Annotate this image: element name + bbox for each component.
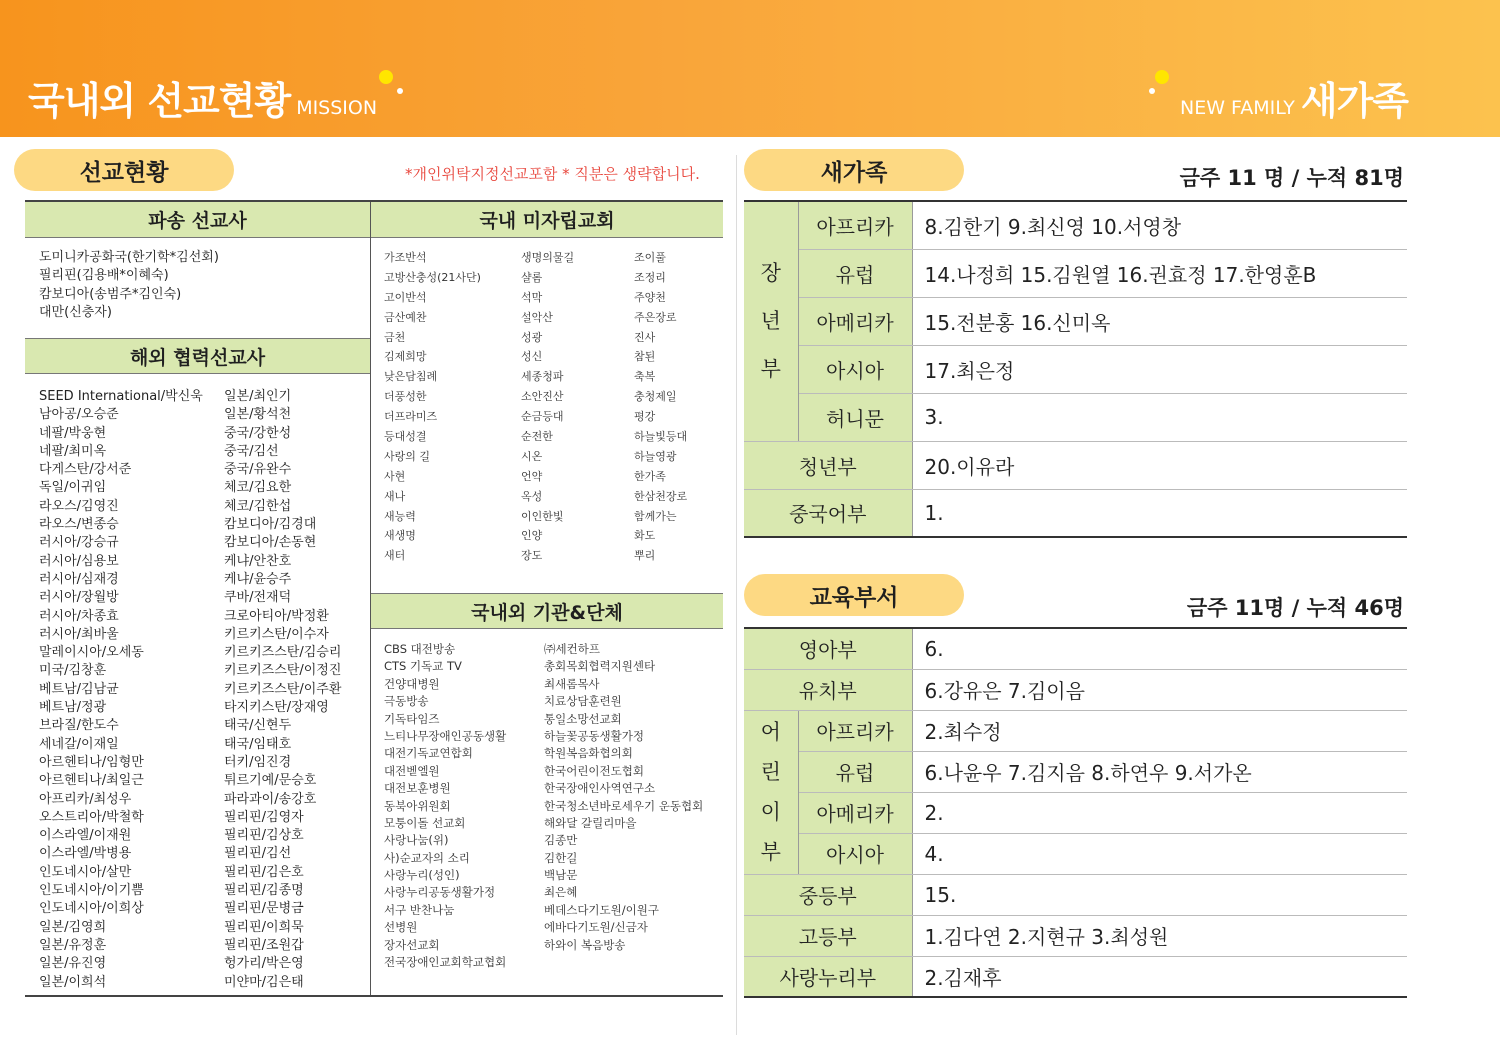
- row-label: 사랑누리부: [744, 956, 912, 997]
- list-item: 터키/임진경: [224, 754, 292, 770]
- list-item: 사랑누리공동생활가정: [384, 885, 496, 900]
- list-item: ㈜세컨하프: [544, 642, 600, 656]
- list-item: 장도: [521, 549, 543, 563]
- list-item: 캄보디아/손동현: [224, 535, 317, 551]
- list-item: 하늘꽃공동생활가정: [544, 728, 644, 743]
- list-item: 브라질/한도수: [39, 718, 119, 734]
- table-row: [744, 669, 1407, 710]
- list-item: CTS 기독교 TV: [384, 659, 462, 674]
- list-item: 아르헨티나/최일근: [39, 773, 144, 789]
- list-item: 서구 반찬나눔: [384, 902, 455, 917]
- list-item: 네팔/최미옥: [39, 443, 107, 459]
- list-item: 미얀마/김은태: [224, 974, 304, 990]
- list-item: 사)순교자의 소리: [384, 850, 470, 865]
- list-item: 백남문: [544, 868, 578, 883]
- list-item: 베트남/김남균: [39, 681, 119, 697]
- list-item: 라오스/변종승: [39, 517, 119, 533]
- list-item: 말레이시아/오세동: [39, 645, 144, 661]
- list-item: 더프라미즈: [384, 410, 438, 424]
- decor-dot-yellow-left: [379, 70, 393, 84]
- list-item: 대전보훈병원: [384, 781, 451, 796]
- list-item: 주양천: [634, 290, 666, 304]
- list-item: 타지키스탄/장재영: [224, 700, 329, 716]
- list-item: 시온: [521, 449, 543, 463]
- row-value: 15.전분홍 16.신미옥: [912, 297, 1407, 345]
- list-item: 하와이 복음방송: [544, 937, 626, 952]
- list-item: 새능력: [384, 509, 416, 523]
- row-value: 2.김재후: [912, 956, 1407, 997]
- list-item: 한국어린이전도협회: [544, 763, 644, 778]
- list-item: 느티나무장애인공동생활: [384, 728, 507, 743]
- list-item: 설악산: [521, 310, 553, 324]
- list-item: 크로아티아/박정환: [224, 608, 329, 624]
- list-item: 하늘영광: [634, 449, 677, 463]
- dispatched-header: 파송 선교사: [25, 202, 370, 238]
- table-row: [744, 345, 1407, 393]
- list-item: 러시아/심재경: [39, 571, 119, 587]
- list-item: 해와달 갈릴리마을: [544, 815, 637, 830]
- list-item: 한가족: [634, 469, 666, 483]
- list-item: 베데스다기도원/이원구: [544, 902, 659, 917]
- list-item: 하늘빛등대: [634, 430, 688, 444]
- newfamily-pill: 새가족: [744, 149, 964, 191]
- overseas-header: 해외 협력선교사: [25, 338, 370, 374]
- list-item: 일본/최인기: [224, 389, 292, 404]
- list-item: 중국/강한성: [224, 425, 292, 441]
- list-item: 러시아/강승규: [39, 535, 119, 551]
- row-label: 고등부: [744, 915, 912, 956]
- row-label: 아시아: [798, 345, 912, 393]
- domestic-list-col3: [634, 248, 687, 566]
- domestic-list-col2: [521, 248, 574, 566]
- list-item: 대만(신충자): [39, 304, 112, 320]
- list-item: 인도네시아/살만: [39, 864, 132, 880]
- list-item: 일본/김영희: [39, 919, 107, 935]
- list-item: 금천: [384, 330, 406, 344]
- list-item: 김제희망: [384, 350, 427, 364]
- page-header: [0, 0, 1500, 137]
- table-row: [744, 956, 1407, 997]
- row-value: 2.최수정: [912, 710, 1407, 751]
- list-item: 체코/김한섭: [224, 498, 292, 514]
- list-item: 러시아/장월방: [39, 590, 119, 606]
- list-item: 샬롬: [521, 270, 543, 284]
- row-label: 허니문: [798, 393, 912, 441]
- newfamily-heading: [1180, 70, 1408, 125]
- list-item: 케냐/안찬호: [224, 553, 292, 569]
- list-item: 참된: [634, 350, 656, 364]
- education-pill: 교육부서: [744, 574, 964, 616]
- list-item: 뿌리: [634, 549, 656, 563]
- row-value: 4.: [912, 833, 1407, 874]
- list-item: 태국/임태호: [224, 736, 292, 752]
- row-value: 17.최은정: [912, 345, 1407, 393]
- list-item: 태국/신현두: [224, 718, 292, 734]
- row-label: 유럽: [798, 751, 912, 792]
- list-item: 치료상담훈련원: [544, 694, 622, 709]
- list-item: 오스트리아/박철학: [39, 809, 144, 825]
- list-item: 필리핀/김은호: [224, 864, 304, 880]
- list-item: 체코/김요한: [224, 480, 292, 496]
- domestic-list-col1: [384, 248, 481, 566]
- list-item: 쿠바/전재덕: [224, 590, 292, 606]
- list-item: 다게스탄/강서준: [39, 462, 132, 478]
- list-item: 순금등대: [521, 410, 564, 424]
- adult-group-label: 장 년 부: [744, 201, 798, 441]
- list-item: 인도네시아/이기쁨: [39, 883, 144, 899]
- list-item: 한국청소년바로세우기 운동협회: [544, 798, 704, 813]
- list-item: 이스라엘/이재원: [39, 828, 132, 844]
- list-item: 필리핀/김선: [224, 846, 292, 862]
- row-label: 유치부: [744, 669, 912, 710]
- list-item: 도미니카공화국(한기학*김선회): [39, 250, 219, 265]
- list-item: 축복: [634, 370, 656, 384]
- row-label: 아메리카: [798, 297, 912, 345]
- list-item: 주은장로: [634, 310, 677, 324]
- list-item: 충청제일: [634, 390, 677, 404]
- list-item: 고방산충성(21사단): [384, 270, 481, 284]
- dispatched-list: [39, 249, 219, 322]
- list-item: 통일소망선교회: [544, 711, 622, 726]
- list-item: 키르키즈스탄/이정진: [224, 663, 342, 679]
- row-label: 아프리카: [798, 201, 912, 249]
- decor-dot-white-right: [1149, 88, 1155, 94]
- table-row: [744, 792, 1407, 833]
- table-row: [744, 441, 1407, 489]
- mission-heading: [28, 70, 377, 125]
- row-label: 아시아: [798, 833, 912, 874]
- mission-title: 국내외 선교현황: [28, 79, 291, 123]
- row-value: 20.이유라: [912, 441, 1407, 489]
- list-item: 등대성결: [384, 430, 427, 444]
- list-item: 캄보디아(송범주*김인숙): [39, 286, 182, 302]
- table-row: [744, 874, 1407, 915]
- row-label: 중등부: [744, 874, 912, 915]
- orgs-list-col1: [384, 641, 506, 971]
- list-item: 진사: [634, 330, 656, 344]
- list-item: 동북아위원회: [384, 798, 451, 813]
- row-label: 유럽: [798, 249, 912, 297]
- list-item: 새터: [384, 549, 406, 563]
- children-group-label: 어 린 이 부: [744, 710, 798, 874]
- table-row: [744, 710, 1407, 751]
- domestic-header: 국내 미자립교회: [371, 202, 723, 238]
- list-item: 튀르기예/문승호: [224, 773, 317, 789]
- table-row: [744, 297, 1407, 345]
- list-item: 러시아/차종효: [39, 608, 119, 624]
- list-item: 필리핀/김상호: [224, 828, 304, 844]
- row-value: 2.: [912, 792, 1407, 833]
- row-value: 6.: [912, 628, 1407, 669]
- list-item: 사랑나눔(위): [384, 833, 449, 848]
- list-item: 건양대병원: [384, 676, 440, 691]
- list-item: 일본/황석천: [224, 407, 292, 423]
- list-item: 김종만: [544, 833, 578, 848]
- table-row: [744, 628, 1407, 669]
- list-item: 학원복음화협의회: [544, 746, 633, 761]
- list-item: 남아공/오승준: [39, 407, 119, 423]
- list-item: 언약: [521, 469, 543, 483]
- mission-table: [25, 200, 723, 997]
- mission-pill: 선교현황: [14, 149, 234, 191]
- list-item: 조이풀: [634, 251, 666, 264]
- row-value: 3.: [912, 393, 1407, 441]
- list-item: 선병원: [384, 920, 418, 935]
- list-item: 전국장애인교회학교협회: [384, 955, 507, 970]
- table-row: [744, 489, 1407, 537]
- list-item: SEED International/박신욱: [39, 389, 203, 404]
- newfamily-table: [744, 200, 1407, 538]
- list-item: 키르키즈스탄/이주환: [224, 681, 342, 697]
- list-item: 미국/김창훈: [39, 663, 107, 679]
- list-item: 필리핀(김용배*이혜숙): [39, 268, 169, 284]
- list-item: 케냐/윤승주: [224, 571, 292, 587]
- list-item: 석막: [521, 290, 543, 304]
- list-item: 금산예찬: [384, 310, 427, 324]
- list-item: 인도네시아/이희상: [39, 901, 144, 917]
- list-item: 김한길: [544, 850, 578, 865]
- row-value: 15.: [912, 874, 1407, 915]
- list-item: 사랑의 길: [384, 449, 431, 463]
- row-label: 중국어부: [744, 489, 912, 537]
- list-item: 조정리: [634, 270, 666, 284]
- list-item: 새나: [384, 489, 406, 503]
- list-item: 극동방송: [384, 694, 429, 709]
- list-item: 대전기독교연합회: [384, 746, 473, 761]
- list-item: 라오스/김영진: [39, 498, 119, 514]
- list-item: 키르키스탄/이수자: [224, 626, 329, 642]
- orgs-header: 국내외 기관&단체: [371, 593, 723, 629]
- list-item: 생명의물길: [521, 251, 575, 264]
- list-item: 기독타임즈: [384, 711, 440, 726]
- list-item: 인양: [521, 529, 543, 543]
- list-item: 함께가는: [634, 509, 677, 523]
- row-value: 8.김한기 9.최신영 10.서영창: [912, 201, 1407, 249]
- orgs-list-col2: [544, 641, 703, 954]
- table-row: [744, 393, 1407, 441]
- list-item: 헝가리/박은영: [224, 956, 304, 972]
- list-item: 세네갈/이재일: [39, 736, 119, 752]
- list-item: 필리핀/조원갑: [224, 937, 304, 953]
- list-item: 화도: [634, 529, 656, 543]
- list-item: 대전벧엘원: [384, 763, 440, 778]
- list-item: 장자선교회: [384, 937, 440, 952]
- list-item: 아르헨티나/임형만: [39, 754, 144, 770]
- list-item: 아프리카/최성우: [39, 791, 132, 807]
- row-label: 청년부: [744, 441, 912, 489]
- newfamily-title: 새가족: [1300, 79, 1408, 123]
- list-item: CBS 대전방송: [384, 642, 456, 656]
- list-item: 필리핀/문병금: [224, 901, 304, 917]
- newfamily-subtitle: NEW FAMILY: [1179, 97, 1295, 119]
- decor-dot-white-left: [397, 88, 403, 94]
- list-item: 성광: [521, 330, 543, 344]
- row-value: 6.강유은 7.김이음: [912, 669, 1407, 710]
- list-item: 최은혜: [544, 885, 578, 900]
- list-item: 가조반석: [384, 251, 427, 264]
- center-divider: [736, 155, 737, 1035]
- table-row: [744, 201, 1407, 249]
- list-item: 독일/이귀임: [39, 480, 107, 496]
- list-item: 옥성: [521, 489, 543, 503]
- row-label: 아프리카: [798, 710, 912, 751]
- list-item: 세종청파: [521, 370, 564, 384]
- list-item: 한국장애인사역연구소: [544, 781, 656, 796]
- overseas-list-col1: [39, 388, 203, 992]
- list-item: 일본/유진영: [39, 956, 107, 972]
- mission-subtitle: MISSION: [296, 97, 378, 119]
- decor-dot-yellow-right: [1155, 70, 1169, 84]
- mission-note: *개인위탁지정선교포함 * 직분은 생략합니다.: [405, 165, 700, 183]
- list-item: 총회목회협력지원센타: [544, 659, 656, 674]
- list-item: 캄보디아/김경대: [224, 517, 317, 533]
- education-table: [744, 627, 1407, 998]
- list-item: 낮은담침례: [384, 370, 438, 384]
- row-value: 1.: [912, 489, 1407, 537]
- list-item: 소안진산: [521, 390, 564, 404]
- list-item: 고이반석: [384, 290, 427, 304]
- list-item: 사현: [384, 469, 406, 483]
- list-item: 필리핀/김영자: [224, 809, 304, 825]
- list-item: 새생명: [384, 529, 416, 543]
- list-item: 키르키즈스탄/김승리: [224, 645, 342, 661]
- list-item: 베트남/정광: [39, 700, 107, 716]
- list-item: 이스라엘/박병용: [39, 846, 132, 862]
- list-item: 사랑누리(성인): [384, 868, 460, 883]
- list-item: 러시아/최바울: [39, 626, 119, 642]
- list-item: 더풍성한: [384, 390, 427, 404]
- education-count: 금주 11명 / 누적 46명: [1186, 596, 1404, 620]
- list-item: 중국/유완수: [224, 462, 292, 478]
- list-item: 필리핀/김종명: [224, 883, 304, 899]
- table-row: [744, 249, 1407, 297]
- newfamily-count: 금주 11 명 / 누적 81명: [1179, 166, 1404, 190]
- overseas-list-col2: [224, 388, 341, 992]
- list-item: 파라과이/송강호: [224, 791, 317, 807]
- list-item: 중국/김선: [224, 443, 279, 459]
- list-item: 일본/유정훈: [39, 937, 107, 953]
- row-value: 6.나윤우 7.김지음 8.하연우 9.서가온: [912, 751, 1407, 792]
- row-value: 14.나정희 15.김원열 16.권효정 17.한영훈B: [912, 249, 1407, 297]
- row-label: 영아부: [744, 628, 912, 669]
- list-item: 평강: [634, 410, 656, 424]
- list-item: 일본/이희석: [39, 974, 107, 990]
- list-item: 성신: [521, 350, 543, 364]
- list-item: 모퉁이돌 선교회: [384, 815, 466, 830]
- table-row: [744, 833, 1407, 874]
- list-item: 순전한: [521, 430, 553, 444]
- list-item: 러시아/심용보: [39, 553, 119, 569]
- list-item: 한삼천장로: [634, 489, 688, 503]
- table-row: [744, 915, 1407, 956]
- row-label: 아메리카: [798, 792, 912, 833]
- list-item: 이인한빛: [521, 509, 564, 523]
- table-row: [744, 751, 1407, 792]
- list-item: 네팔/박웅현: [39, 425, 107, 441]
- row-value: 1.김다연 2.지현규 3.최성원: [912, 915, 1407, 956]
- list-item: 최새롬목사: [544, 676, 600, 691]
- list-item: 에바다기도원/신금자: [544, 920, 648, 935]
- list-item: 필리핀/이희묵: [224, 919, 304, 935]
